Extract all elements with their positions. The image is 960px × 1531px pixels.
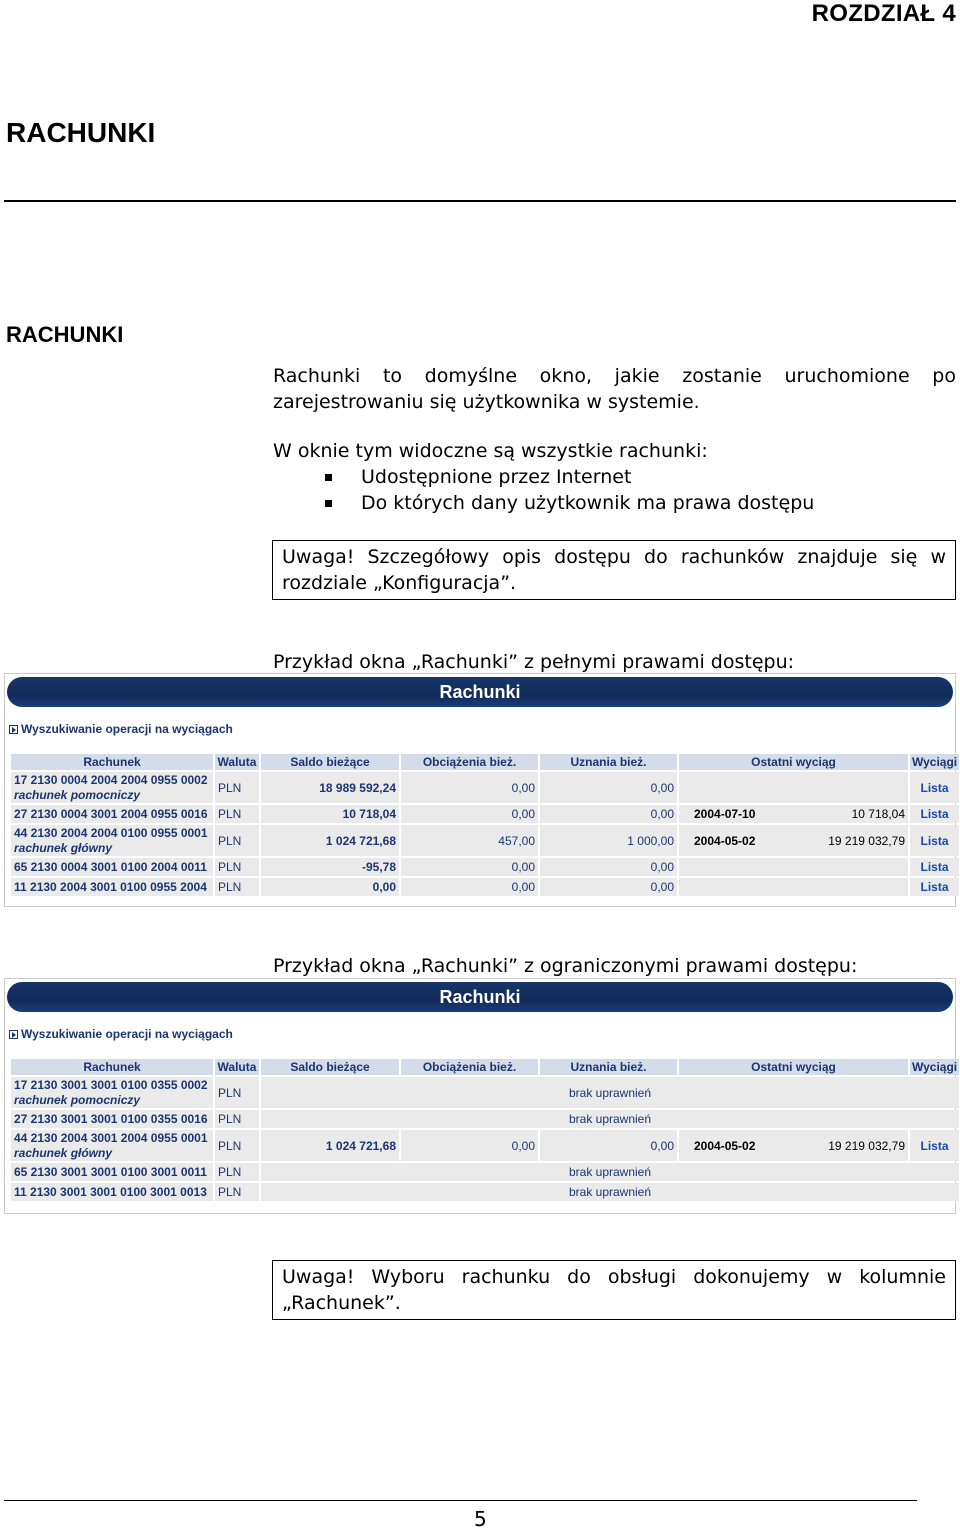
currency-cell: PLN (215, 858, 259, 876)
statement-cell (679, 805, 908, 823)
balance-cell: 18 989 592,24 (261, 772, 399, 803)
credits-cell: 0,00 (540, 858, 677, 876)
credits-cell: 0,00 (540, 878, 677, 896)
account-number[interactable]: 17 2130 0004 2004 2004 0955 0002 (14, 772, 208, 787)
account-number[interactable]: 65 2130 0004 3001 0100 2004 0011 (11, 858, 213, 876)
statement-amount: 19 219 032,79 (828, 1138, 905, 1153)
chapter-header: ROZDZIAŁ 4 (811, 0, 956, 27)
statement-cell (679, 878, 908, 896)
account-type: rachunek pomocniczy (14, 1092, 141, 1107)
note-box (272, 1260, 956, 1320)
accounts-table (9, 1057, 960, 1203)
window-title: Rachunki (7, 982, 953, 1012)
table-row (11, 878, 959, 896)
account-cell[interactable] (11, 772, 213, 803)
accounts-window-limited (4, 978, 956, 1214)
page-number: 5 (474, 1507, 487, 1531)
col-header: Uznania bież. (540, 754, 677, 770)
statement-date: 2004-05-02 (694, 1138, 756, 1153)
note-line-1: Uwaga! Wyboru rachunku do obsługi dokonujemy w kolumnie (282, 1266, 946, 1288)
currency-cell: PLN (215, 825, 259, 856)
account-number[interactable]: 11 2130 3001 3001 0100 3001 0013 (11, 1183, 213, 1201)
currency-cell: PLN (215, 1163, 259, 1181)
col-header: Rachunek (11, 1059, 213, 1075)
statements-link[interactable]: Lista (910, 858, 959, 876)
debits-cell: 0,00 (401, 878, 538, 896)
no-permission-cell: brak uprawnień (261, 1110, 959, 1128)
table-row (11, 805, 959, 823)
currency-cell: PLN (215, 1077, 259, 1108)
col-header: Rachunek (11, 754, 213, 770)
bullet-item: Do których dany użytkownik ma prawa dostępu (325, 490, 814, 516)
caption-full-access: Przykład okna „Rachunki” z pełnymi prawami dostępu: (273, 651, 795, 673)
note-line-1: Uwaga! Szczegółowy opis dostępu do rachunków znajduje się w (282, 546, 946, 568)
statement-amount: 19 219 032,79 (828, 833, 905, 848)
debits-cell: 0,00 (401, 1130, 538, 1161)
search-link-label: Wyszukiwanie operacji na wyciągach (21, 722, 233, 736)
balance-cell: 0,00 (261, 878, 399, 896)
currency-cell: PLN (215, 1130, 259, 1161)
window-title: Rachunki (7, 677, 953, 707)
account-cell[interactable] (11, 1130, 213, 1161)
col-header: Waluta (215, 754, 259, 770)
balance-cell: -95,78 (261, 858, 399, 876)
expand-icon (9, 1030, 18, 1039)
col-header: Obciążenia bież. (401, 1059, 538, 1075)
credits-cell: 0,00 (540, 1130, 677, 1161)
note-box (272, 540, 956, 600)
visibility-text: W oknie tym widoczne są wszystkie rachunki: (273, 440, 708, 462)
col-header: Uznania bież. (540, 1059, 677, 1075)
table-row (11, 1110, 959, 1128)
currency-cell: PLN (215, 878, 259, 896)
intro-paragraph (273, 363, 956, 415)
account-number[interactable]: 27 2130 3001 3001 0100 0355 0016 (11, 1110, 213, 1128)
col-header: Saldo bieżące (261, 754, 399, 770)
col-header: Wyciągi (912, 1060, 958, 1074)
account-cell[interactable] (11, 1077, 213, 1108)
account-number[interactable]: 44 2130 2004 2004 0100 0955 0001 (14, 825, 208, 840)
bullet-list (325, 464, 814, 516)
table-row (11, 1130, 959, 1161)
account-number[interactable]: 27 2130 0004 3001 2004 0955 0016 (11, 805, 213, 823)
title-divider (4, 200, 956, 202)
no-permission-cell: brak uprawnień (261, 1163, 959, 1181)
table-row (11, 825, 959, 856)
credits-cell: 0,00 (540, 772, 677, 803)
currency-cell: PLN (215, 772, 259, 803)
table-row (11, 1163, 959, 1181)
statements-link[interactable]: Lista (910, 805, 959, 823)
no-permission-cell: brak uprawnień (261, 1183, 959, 1201)
account-number[interactable]: 44 2130 2004 3001 2004 0955 0001 (14, 1130, 208, 1145)
table-row (11, 858, 959, 876)
account-type: rachunek główny (14, 1145, 113, 1160)
note-line-2: rozdziale „Konfiguracja”. (282, 572, 517, 594)
statement-cell (679, 825, 908, 856)
table-row (11, 772, 959, 803)
currency-cell: PLN (215, 805, 259, 823)
account-number[interactable]: 65 2130 3001 3001 0100 3001 0011 (11, 1163, 213, 1181)
balance-cell: 10 718,04 (261, 805, 399, 823)
intro-line-2: zarejestrowaniu się użytkownika w systemie. (273, 391, 700, 413)
search-link[interactable] (9, 722, 233, 736)
account-type: rachunek główny (14, 840, 113, 855)
bullet-item: Udostępnione przez Internet (325, 464, 814, 490)
statement-date: 2004-07-10 (694, 807, 756, 821)
statements-link[interactable]: Lista (910, 878, 959, 896)
statement-amount: 10 718,04 (851, 807, 905, 821)
table-row (11, 1183, 959, 1201)
account-type: rachunek pomocniczy (14, 787, 141, 802)
col-header: Ostatni wyciąg (679, 1059, 908, 1075)
balance-cell: 1 024 721,68 (261, 1130, 399, 1161)
statements-link[interactable]: Lista (910, 825, 959, 856)
debits-cell: 0,00 (401, 772, 538, 803)
accounts-table (9, 752, 960, 898)
statement-date: 2004-05-02 (694, 833, 756, 848)
col-header: Obciążenia bież. (401, 754, 538, 770)
intro-line-1: Rachunki to domyślne okno, jakie zostanie uruchomione po (273, 365, 956, 387)
credits-cell: 0,00 (540, 805, 677, 823)
debits-cell: 0,00 (401, 858, 538, 876)
account-cell[interactable] (11, 825, 213, 856)
balance-cell: 1 024 721,68 (261, 825, 399, 856)
col-header: Ostatni wyciąg (679, 754, 908, 770)
debits-cell: 0,00 (401, 805, 538, 823)
search-link-label: Wyszukiwanie operacji na wyciągach (21, 1027, 233, 1041)
accounts-window-full (4, 673, 956, 907)
statement-cell (679, 858, 908, 876)
statements-link[interactable]: Lista (910, 1130, 959, 1161)
expand-icon (9, 725, 18, 734)
credits-cell: 1 000,00 (540, 825, 677, 856)
section-title: RACHUNKI (6, 322, 124, 347)
col-header: Waluta (215, 1059, 259, 1075)
col-header: Wyciągi (912, 755, 958, 769)
page-title: RACHUNKI (6, 117, 156, 148)
table-row (11, 1077, 959, 1108)
debits-cell: 457,00 (401, 825, 538, 856)
statement-cell (679, 772, 908, 803)
statements-link[interactable]: Lista (910, 772, 959, 803)
currency-cell: PLN (215, 1110, 259, 1128)
search-link[interactable] (9, 1027, 233, 1041)
caption-limited-access: Przykład okna „Rachunki” z ograniczonymi prawami dostępu: (273, 955, 858, 977)
account-number[interactable]: 17 2130 3001 3001 0100 0355 0002 (14, 1077, 208, 1092)
footer-divider (4, 1500, 917, 1501)
note-line-2: „Rachunek”. (282, 1292, 401, 1314)
currency-cell: PLN (215, 1183, 259, 1201)
no-permission-cell: brak uprawnień (261, 1077, 959, 1108)
account-number[interactable]: 11 2130 2004 3001 0100 0955 2004 (11, 878, 213, 896)
col-header: Saldo bieżące (261, 1059, 399, 1075)
statement-cell (679, 1130, 908, 1161)
